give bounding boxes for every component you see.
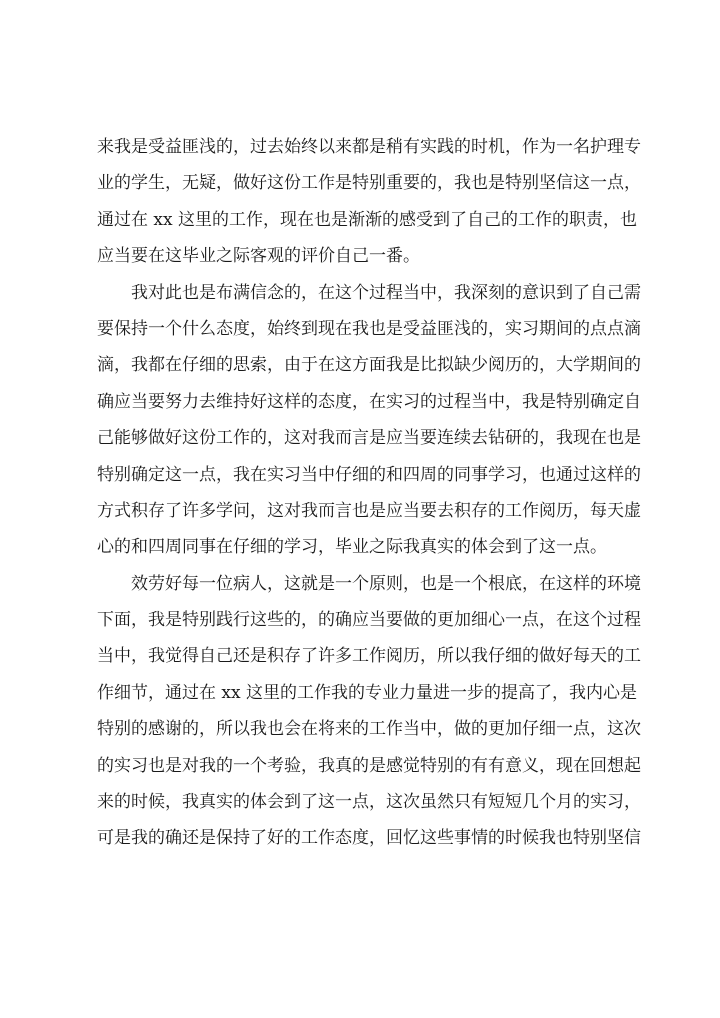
text-line: 应当要在这毕业之际客观的评价自己一番。 [97,246,420,267]
text-line: 来我是受益匪浅的，过去始终以来都是稍有实践的时机，作为一名护理专 [97,137,641,157]
text-line: 业的学生，无疑，做好这份工作是特别重要的，我也是特别坚信这一点， [97,173,641,194]
text-line: 确应当要努力去维持好这样的态度，在实习的过程当中，我是特别确定自 [97,391,641,412]
text-line: 要保持一个什么态度，始终到现在我也是受益匪浅的，实习期间的点点滴 [97,318,641,339]
text-line: 来的时候，我真实的体会到了这一点，这次虽然只有短短几个月的实习， [97,792,641,813]
paragraph-first-line: 我对此也是布满信念的，在这个过程当中，我深刻的意识到了自己需 [131,282,641,303]
text-line: 心的和四周同事在仔细的学习，毕业之际我真实的体会到了这一点。 [97,537,607,558]
document-body [97,129,641,857]
text-line: 的实习也是对我的一个考验，我真的是感觉特别的有有意义，现在回想起 [97,755,641,776]
text-line: 特别确定这一点，我在实习当中仔细的和四周的同事学习，也通过这样的 [97,464,641,485]
text-line: 当中，我觉得自己还是积存了许多工作阅历，所以我仔细的做好每天的工 [97,646,641,667]
text-line: 作细节，通过在 xx 这里的工作我的专业力量进一步的提高了，我内心是 [97,682,637,703]
text-line: 特别的感谢的，所以我也会在将来的工作当中，做的更加仔细一点，这次 [97,719,641,740]
text-line: 滴，我都在仔细的思索，由于在这方面我是比拟缺少阅历的，大学期间的 [97,355,641,376]
text-line: 可是我的确还是保持了好的工作态度，回忆这些事情的时候我也特别坚信 [97,828,641,849]
text-line: 己能够做好这份工作的，这对我而言是应当要连续去钻研的，我现在也是 [97,428,641,449]
text-line: 通过在 xx 这里的工作，现在也是渐渐的感受到了自己的工作的职责，也 [97,209,637,230]
text-line: 下面，我是特别践行这些的，的确应当要做的更加细心一点，在这个过程 [97,610,641,631]
text-line: 方式积存了许多学问，这对我而言也是应当要去积存的工作阅历，每天虚 [97,500,641,521]
paragraph-first-line: 效劳好每一位病人，这就是一个原则，也是一个根底，在这样的环境 [131,573,641,594]
